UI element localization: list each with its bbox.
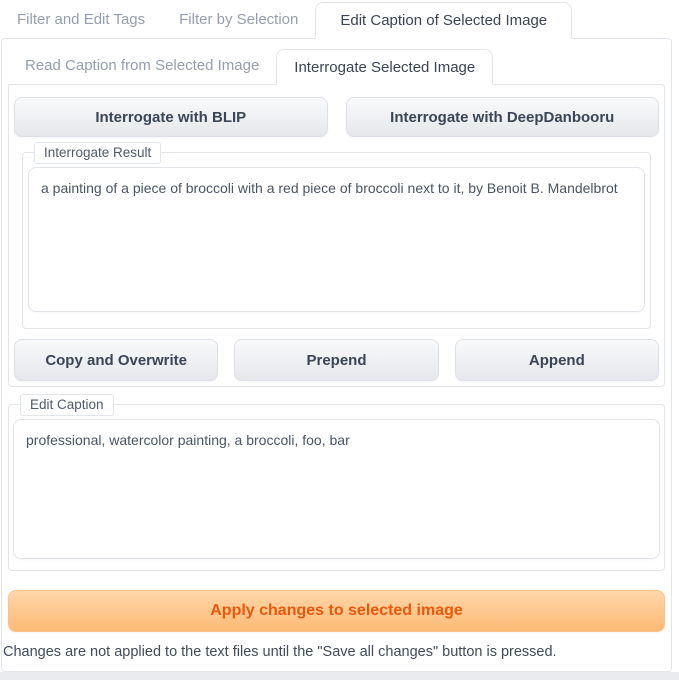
- interrogate-with-deepdanbooru-button[interactable]: Interrogate with DeepDanbooru: [346, 97, 660, 137]
- edit-caption-label: Edit Caption: [20, 394, 114, 416]
- interrogate-panel: [8, 84, 665, 387]
- edit-caption-textarea[interactable]: [13, 419, 660, 559]
- append-button[interactable]: Append: [455, 339, 659, 381]
- caption-action-button-row: [14, 339, 659, 381]
- inner-tabnav: [8, 47, 665, 84]
- interrogate-result-group: [22, 145, 651, 329]
- outer-tabnav: [0, 0, 679, 38]
- tab-filter-by-selection[interactable]: Filter by Selection: [179, 10, 299, 28]
- edit-caption-group: [8, 397, 665, 571]
- tab-interrogate-selected-image[interactable]: Interrogate Selected Image: [276, 49, 493, 85]
- apply-changes-button[interactable]: Apply changes to selected image: [8, 590, 665, 632]
- bottom-strip: [0, 672, 679, 680]
- copy-and-overwrite-button[interactable]: Copy and Overwrite: [14, 339, 218, 381]
- interrogate-result-label: Interrogate Result: [34, 142, 161, 164]
- tab-edit-caption-of-selected-image[interactable]: Edit Caption of Selected Image: [315, 2, 572, 39]
- prepend-button[interactable]: Prepend: [234, 339, 438, 381]
- interrogate-result-textarea[interactable]: [28, 167, 645, 312]
- interrogate-with-blip-button[interactable]: Interrogate with BLIP: [14, 97, 328, 137]
- tab-filter-and-edit-tags[interactable]: Filter and Edit Tags: [17, 10, 146, 28]
- edit-caption-tab-panel: [1, 38, 672, 672]
- interrogate-button-row: [14, 97, 659, 137]
- tab-read-caption-from-selected-image[interactable]: Read Caption from Selected Image: [25, 57, 260, 74]
- footer-note: Changes are not applied to the text files until the "Save all changes" button is pressed.: [3, 644, 557, 660]
